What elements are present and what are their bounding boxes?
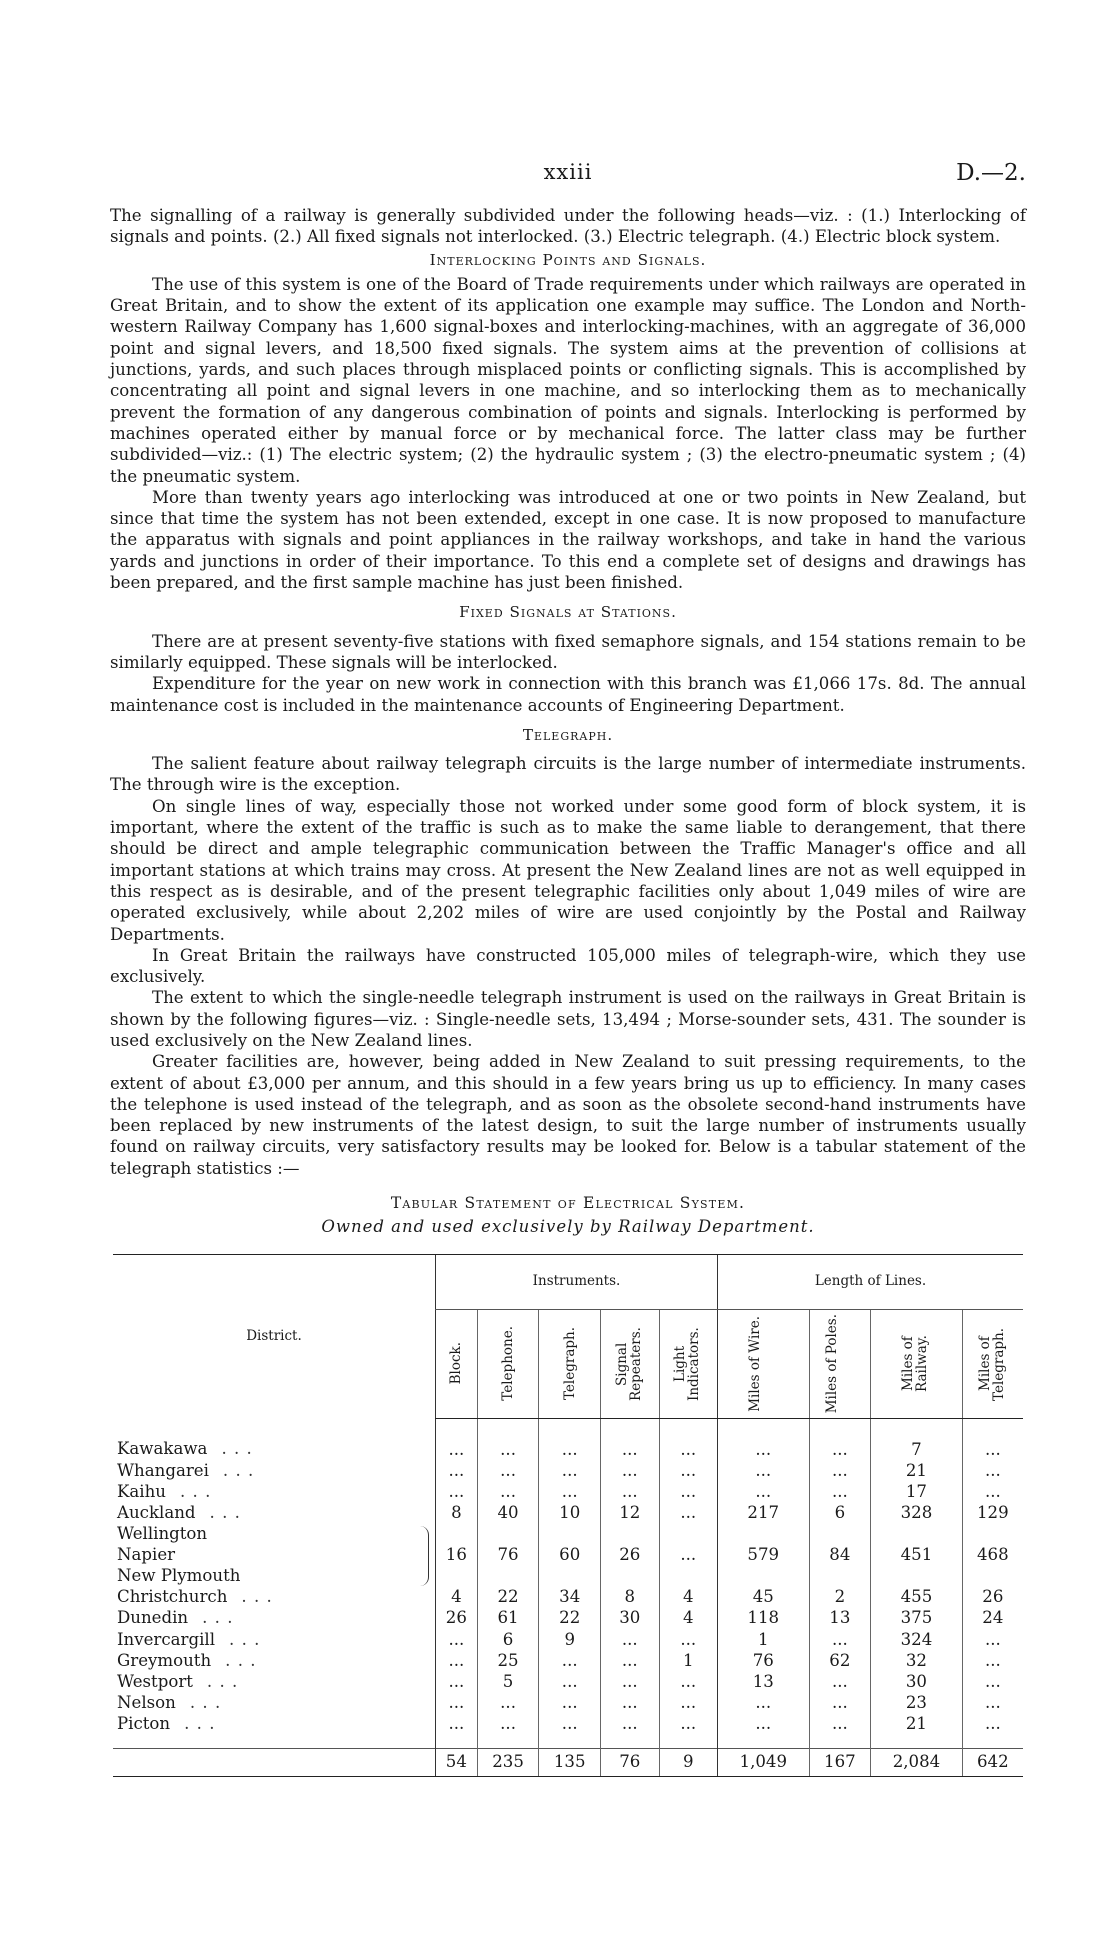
value-cell: ... (659, 1544, 717, 1565)
col-miles-wire-header: Miles of Wire. (718, 1309, 810, 1418)
table-row (113, 1418, 1023, 1460)
value-cell: 5 (477, 1671, 539, 1692)
total-cell: 167 (809, 1748, 871, 1776)
value-cell: ... (539, 1692, 601, 1713)
heading-fixed-signals: Fixed Signals at Stations. (459, 603, 677, 622)
value-cell: 84 (809, 1544, 871, 1565)
value-cell (539, 1565, 601, 1586)
value-cell: 76 (718, 1650, 810, 1671)
value-cell: ... (718, 1692, 810, 1713)
district-cell: Kawakawa . . . (117, 1439, 253, 1459)
paragraph-single-lines: On single lines of way, especially those not worked under some good form of block system, it is important, where the extent of the traffic is such as to make the same liable to derangement, that there should be direct and ample telegraphic communication between the Traffic Manager's office and all important stations at which trains may cross. At present the New Zealand lines are not as well equipped in this respect as is desirable, and of the present telegraphic facilities only about 1,049 miles of wire are operated exclusively, while about 2,202 miles of wire are used conjointly by the Postal and Railway Departments. (110, 796, 1026, 944)
value-cell (659, 1523, 717, 1544)
value-cell: 13 (809, 1607, 871, 1628)
value-cell: 4 (436, 1586, 478, 1607)
value-cell: ... (809, 1713, 871, 1749)
heading-telegraph: Telegraph. (522, 725, 614, 744)
value-cell: ... (962, 1481, 1023, 1502)
paragraph-single-needle: The extent to which the single-needle telegraph instrument is used on the railways in Great Britain is shown by the following figures—viz. : Single-needle sets, 13,494 ; Morse-sounder sets, 431. The sounder is used exclusively on the New Zealand lines. (110, 988, 1026, 1050)
table-row (113, 1565, 1023, 1586)
value-cell: ... (601, 1481, 659, 1502)
total-cell: 642 (962, 1748, 1023, 1776)
value-cell: ... (539, 1650, 601, 1671)
table-row (113, 1586, 1023, 1607)
page-number: xxiii (543, 160, 593, 184)
total-cell: 2,084 (871, 1748, 963, 1776)
value-cell: ... (539, 1418, 601, 1460)
district-cell: Picton . . . (117, 1713, 216, 1733)
value-cell: ... (601, 1671, 659, 1692)
leader-dots: . . . (206, 1671, 239, 1691)
value-cell: ... (809, 1629, 871, 1650)
col-light-indicators-header: Light Indicators. (659, 1309, 717, 1418)
table-row (113, 1713, 1023, 1749)
value-cell: 24 (962, 1607, 1023, 1628)
table-row (113, 1692, 1023, 1713)
value-cell (718, 1523, 810, 1544)
value-cell: ... (436, 1692, 478, 1713)
value-cell: 2 (809, 1586, 871, 1607)
value-cell: 6 (477, 1629, 539, 1650)
col-block-header: Block. (436, 1309, 478, 1418)
value-cell (659, 1565, 717, 1586)
value-cell: 30 (601, 1607, 659, 1628)
table-row (113, 1544, 1023, 1565)
value-cell: ... (539, 1460, 601, 1481)
col-telegraph-header: Telegraph. (539, 1309, 601, 1418)
total-cell: 76 (601, 1748, 659, 1776)
value-cell: 8 (601, 1586, 659, 1607)
value-cell: 61 (477, 1607, 539, 1628)
value-cell: 375 (871, 1607, 963, 1628)
table-subcaption: Owned and used exclusively by Railway Department. (321, 1217, 815, 1237)
value-cell: 30 (871, 1671, 963, 1692)
paragraph-interlocking-nz: More than twenty years ago interlocking was introduced at one or two points in New Zealand, but since that time the system has not been extended, except in one case. It is now proposed to manufacture the apparatus with signals and point appliances in the railway workshops, and take in hand the various yards and junctions in order of their importance. To this end a complete set of designs and drawings has been prepared, and the first sample machine has just been finished. (110, 487, 1026, 593)
value-cell: ... (436, 1481, 478, 1502)
value-cell (436, 1565, 478, 1586)
value-cell: ... (659, 1671, 717, 1692)
value-cell: 6 (809, 1502, 871, 1523)
value-cell: 579 (718, 1544, 810, 1565)
value-cell: ... (436, 1713, 478, 1749)
table-row (113, 1650, 1023, 1671)
body-text (110, 205, 1026, 1777)
paragraph-greater-facilities: Greater facilities are, however, being added in New Zealand to suit pressing requirements, to the extent of about £3,000 per annum, and this should in a few years bring us up to efficiency. In many cases the telephone is used instead of the telegraph, and as soon as the obsolete second-hand instruments have been replaced by new instruments of the latest design, to suit the large number of instruments usually found on railway circuits, very satisfactory results may be looked for. Below is a tabular statement of the telegraph statistics :— (110, 1052, 1026, 1178)
leader-dots: . . . (184, 1713, 216, 1733)
table-row (113, 1607, 1023, 1628)
value-cell: 23 (871, 1692, 963, 1713)
value-cell: 4 (659, 1607, 717, 1628)
value-cell: ... (809, 1692, 871, 1713)
paragraph-great-britain-wire: In Great Britain the railways have constructed 105,000 miles of telegraph-wire, which they use exclusively. (110, 945, 1026, 987)
value-cell: ... (601, 1650, 659, 1671)
table-caption: Tabular Statement of Electrical System. (390, 1194, 746, 1213)
paragraph-interlocking-system: The use of this system is one of the Board of Trade requirements under which railways are operated in Great Britain, and to show the extent of its application one example may suffice. The London and North-western Railway Company has 1,600 signal-boxes and interlocking-machines, with an aggregate of 36,000 point and signal levers, and 18,500 fixed signals. The system aims at the prevention of collisions at junctions, yards, and such places through misplaced points or conflicting signals. This is accomplished by concentrating all point and signal levers in one machine, and so interlocking them as to mechanically prevent the formation of any dangerous combination of points and signals. Interlocking is performed by machines operated either by manual force or by mechanical force. The latter class may be further subdivided—viz.: (1) The electric system; (2) the hydraulic system ; (3) the electro-pneumatic system ; (4) the pneumatic system. (110, 274, 1026, 486)
grouping-brace (420, 1526, 429, 1586)
value-cell: ... (601, 1713, 659, 1749)
leader-dots: . . . (202, 1608, 234, 1628)
value-cell (718, 1565, 810, 1586)
value-cell: ... (601, 1418, 659, 1460)
value-cell: 25 (477, 1650, 539, 1671)
value-cell: 13 (718, 1671, 810, 1692)
instruments-group-header: Instruments. (436, 1254, 718, 1309)
value-cell: 4 (659, 1586, 717, 1607)
value-cell: 21 (871, 1713, 963, 1749)
value-cell: 324 (871, 1629, 963, 1650)
value-cell: 9 (539, 1629, 601, 1650)
value-cell: ... (962, 1418, 1023, 1460)
value-cell: ... (539, 1713, 601, 1749)
value-cell: 129 (962, 1502, 1023, 1523)
district-cell: Nelson . . . (117, 1692, 222, 1712)
value-cell: ... (809, 1671, 871, 1692)
value-cell: ... (659, 1692, 717, 1713)
value-cell: 7 (871, 1418, 963, 1460)
table-row (113, 1671, 1023, 1692)
district-cell: Whangarei . . . (117, 1460, 255, 1480)
value-cell: 1 (718, 1629, 810, 1650)
value-cell: ... (539, 1481, 601, 1502)
value-cell: 26 (436, 1607, 478, 1628)
value-cell: ... (436, 1671, 478, 1692)
leader-dots: . . . (209, 1502, 241, 1522)
leader-dots: . . . (225, 1650, 257, 1670)
value-cell: ... (436, 1629, 478, 1650)
table-row (113, 1629, 1023, 1650)
leader-dots: . . . (222, 1460, 255, 1480)
leader-dots: . . . (221, 1439, 253, 1459)
value-cell: 455 (871, 1586, 963, 1607)
value-cell: 40 (477, 1502, 539, 1523)
col-miles-telegraph-header: Miles of Telegraph. (962, 1309, 1023, 1418)
value-cell: 10 (539, 1502, 601, 1523)
value-cell (871, 1523, 963, 1544)
value-cell: 16 (436, 1544, 478, 1565)
value-cell: 217 (718, 1502, 810, 1523)
value-cell: ... (659, 1481, 717, 1502)
value-cell (809, 1565, 871, 1586)
value-cell: 451 (871, 1544, 963, 1565)
value-cell (477, 1523, 539, 1544)
value-cell: 22 (477, 1586, 539, 1607)
value-cell: ... (436, 1460, 478, 1481)
value-cell: ... (962, 1460, 1023, 1481)
value-cell: 8 (436, 1502, 478, 1523)
value-cell: ... (809, 1460, 871, 1481)
col-miles-poles-header: Miles of Poles. (809, 1309, 871, 1418)
district-cell: Greymouth . . . (117, 1650, 257, 1670)
value-cell: ... (477, 1713, 539, 1749)
total-cell: 1,049 (718, 1748, 810, 1776)
value-cell: ... (436, 1418, 478, 1460)
total-cell: 235 (477, 1748, 539, 1776)
paragraph-signalling-heads: The signalling of a railway is generally subdivided under the following heads—viz. : (1.) Interlocking of signals and points. (2.) All fixed signals not interlocked. (3.) Electric telegraph. (4.) Electric block system. (110, 206, 1026, 247)
value-cell: 17 (871, 1481, 963, 1502)
value-cell: ... (962, 1650, 1023, 1671)
paragraph-fixed-signals: There are at present seventy-five stations with fixed semaphore signals, and 154 stations remain to be similarly equipped. These signals will be interlocked. (110, 631, 1026, 672)
value-cell: 26 (962, 1586, 1023, 1607)
value-cell: ... (659, 1502, 717, 1523)
col-miles-railway-header: Miles of Railway. (871, 1309, 963, 1418)
value-cell: ... (809, 1481, 871, 1502)
leader-dots: . . . (241, 1587, 273, 1607)
leader-dots: . . . (229, 1629, 261, 1649)
value-cell: ... (962, 1671, 1023, 1692)
value-cell: 118 (718, 1607, 810, 1628)
total-cell: 9 (659, 1748, 717, 1776)
value-cell: 45 (718, 1586, 810, 1607)
value-cell: ... (601, 1629, 659, 1650)
value-cell (477, 1565, 539, 1586)
paragraph-telegraph-circuits: The salient feature about railway telegraph circuits is the large number of intermediate instruments. The through wire is the exception. (110, 754, 1026, 795)
value-cell: 76 (477, 1544, 539, 1565)
district-cell: Auckland . . . (117, 1502, 241, 1522)
district-cell: Napier (117, 1545, 176, 1565)
heading-interlocking: Interlocking Points and Signals. (429, 250, 707, 269)
value-cell: ... (601, 1692, 659, 1713)
value-cell (962, 1565, 1023, 1586)
col-telephone-header: Telephone. (477, 1309, 539, 1418)
value-cell (962, 1523, 1023, 1544)
value-cell (871, 1565, 963, 1586)
value-cell: ... (477, 1418, 539, 1460)
value-cell: 62 (809, 1650, 871, 1671)
value-cell: ... (962, 1713, 1023, 1749)
value-cell: ... (718, 1418, 810, 1460)
table-row (113, 1502, 1023, 1523)
total-cell: 54 (436, 1748, 478, 1776)
value-cell: 32 (871, 1650, 963, 1671)
page-header (110, 160, 1026, 190)
leader-dots: . . . (179, 1481, 212, 1501)
table-row (113, 1460, 1023, 1481)
district-cell: Christchurch . . . (117, 1587, 273, 1607)
value-cell: ... (601, 1460, 659, 1481)
value-cell: 1 (659, 1650, 717, 1671)
leader-dots: . . . (189, 1692, 222, 1712)
district-cell: Kaihu . . . (117, 1481, 212, 1501)
value-cell: 328 (871, 1502, 963, 1523)
value-cell: ... (477, 1460, 539, 1481)
value-cell: 60 (539, 1544, 601, 1565)
totals-row (113, 1748, 1023, 1776)
value-cell: ... (718, 1460, 810, 1481)
value-cell: 26 (601, 1544, 659, 1565)
value-cell: ... (659, 1713, 717, 1749)
district-cell: New Plymouth (117, 1566, 241, 1586)
value-cell: ... (962, 1692, 1023, 1713)
value-cell: ... (718, 1481, 810, 1502)
table-row (113, 1523, 1023, 1544)
table-row (113, 1481, 1023, 1502)
value-cell: ... (477, 1481, 539, 1502)
value-cell (539, 1523, 601, 1544)
table-body (113, 1418, 1023, 1776)
value-cell: 34 (539, 1586, 601, 1607)
district-cell: Wellington (113, 1523, 436, 1544)
district-cell: Westport . . . (117, 1671, 239, 1691)
document-reference: D.—2. (956, 160, 1026, 186)
electrical-system-table (113, 1254, 1023, 1777)
value-cell: ... (436, 1650, 478, 1671)
col-signal-repeaters-header: Signal Repeaters. (601, 1309, 659, 1418)
totals-label-cell (113, 1748, 436, 1776)
value-cell (809, 1523, 871, 1544)
district-cell: Invercargill . . . (117, 1629, 261, 1649)
value-cell (601, 1523, 659, 1544)
total-cell: 135 (539, 1748, 601, 1776)
value-cell: ... (659, 1418, 717, 1460)
district-header: District. (113, 1254, 436, 1418)
length-of-lines-group-header: Length of Lines. (718, 1254, 1023, 1309)
value-cell: 468 (962, 1544, 1023, 1565)
value-cell: ... (539, 1671, 601, 1692)
value-cell (436, 1523, 478, 1544)
paragraph-expenditure: Expenditure for the year on new work in connection with this branch was £1,066 17s. 8d. The annual maintenance cost is included in the maintenance accounts of Engineering Department. (110, 674, 1026, 715)
value-cell: ... (659, 1460, 717, 1481)
value-cell: 12 (601, 1502, 659, 1523)
value-cell (601, 1565, 659, 1586)
value-cell: ... (477, 1692, 539, 1713)
value-cell: 21 (871, 1460, 963, 1481)
value-cell: ... (718, 1713, 810, 1749)
district-cell: Dunedin . . . (117, 1608, 234, 1628)
value-cell: 22 (539, 1607, 601, 1628)
value-cell: ... (659, 1629, 717, 1650)
value-cell: ... (809, 1418, 871, 1460)
value-cell: ... (962, 1629, 1023, 1650)
